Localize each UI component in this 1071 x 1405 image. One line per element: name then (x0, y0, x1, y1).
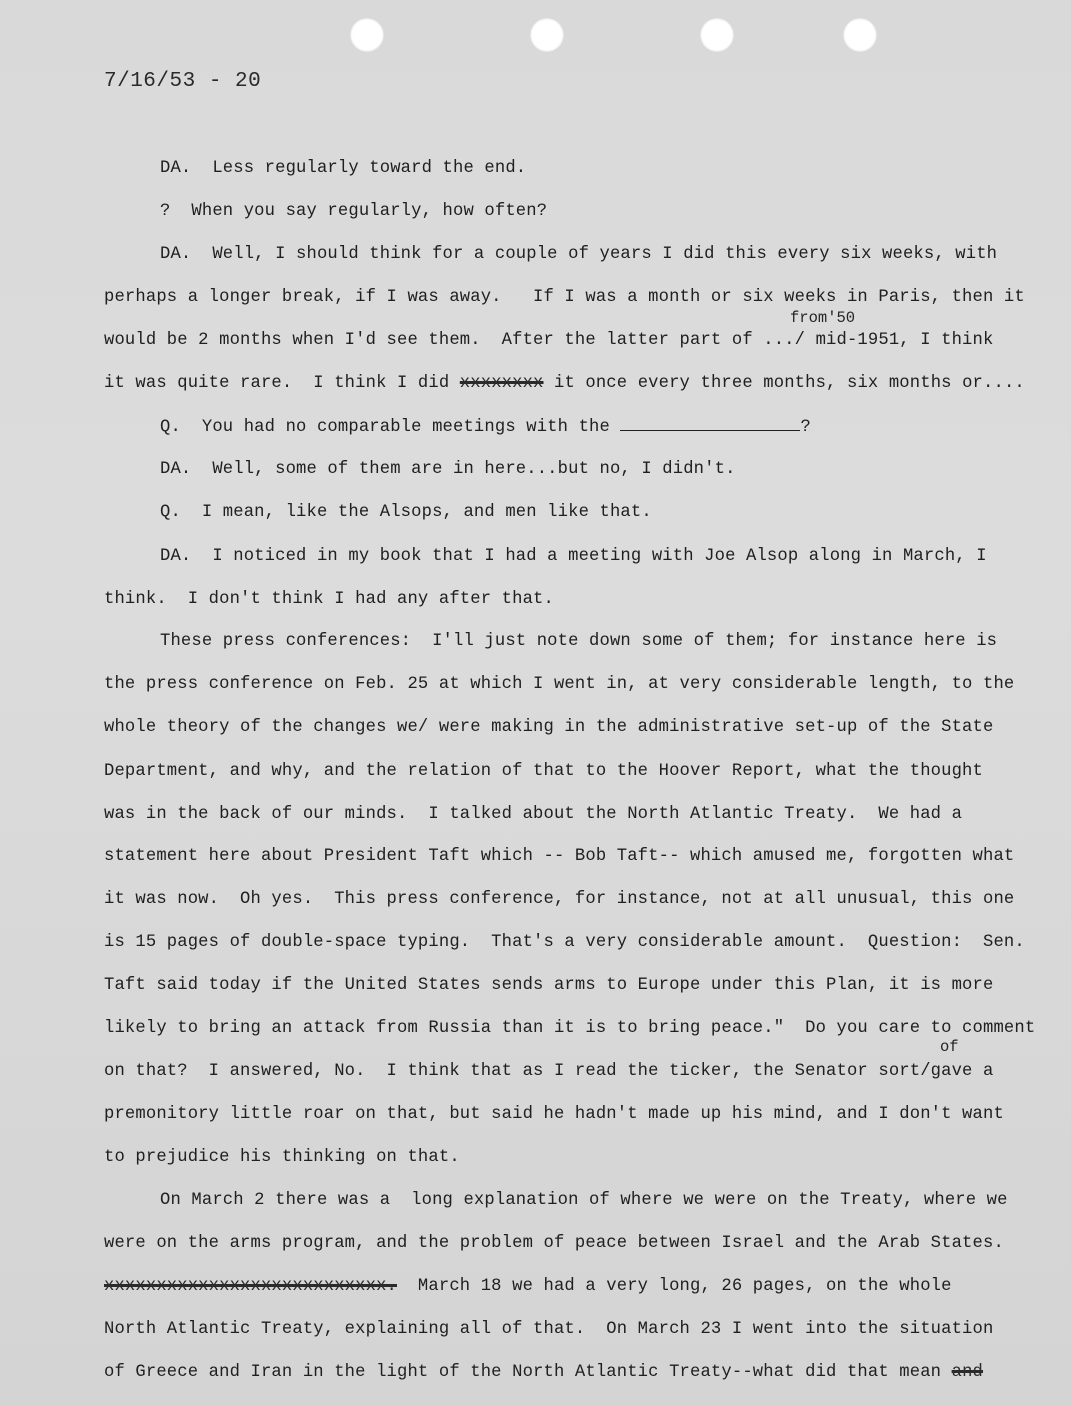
text-segment: it was quite rare. I think I did (104, 374, 460, 393)
text-line: on that? I answered, No. I think that as I read the ticker, the Senator sort/gave a (104, 1062, 994, 1081)
struck-text: xxxxxxxx (459, 374, 544, 393)
text-line: DA. Well, I should think for a couple of years I did this every six weeks, with (160, 245, 998, 264)
text-line: Department, and why, and the relation of that to the Hoover Report, what the thought (104, 762, 983, 781)
punch-hole (700, 18, 734, 52)
text-line: statement here about President Taft which -- Bob Taft-- which amused me, forgotten what (104, 847, 1015, 866)
text-line: ? When you say regularly, how often? (160, 202, 548, 221)
text-line: was in the back of our minds. I talked about the North Atlantic Treaty. We had a (104, 805, 963, 824)
text-line (104, 1276, 952, 1298)
text-line: were on the arms program, and the problem of peace between Israel and the Arab States. (104, 1234, 1004, 1253)
text-segment: it once every three months, six months or.... (543, 374, 1025, 393)
text-line: On March 2 there was a long explanation of where we were on the Treaty, where we (160, 1191, 1008, 1210)
text-line: is 15 pages of double-space typing. That's a very considerable amount. Question: Sen. (104, 933, 1025, 952)
text-line: would be 2 months when I'd see them. After the latter part of .../ mid-1951, I think (104, 331, 994, 350)
text-line: These press conferences: I'll just note down some of them; for instance here is (160, 632, 998, 651)
handwritten-insert: from'50 (790, 309, 856, 327)
text-line: DA. I noticed in my book that I had a meeting with Joe Alsop along in March, I (160, 547, 987, 566)
text-segment: of Greece and Iran in the light of the North Atlantic Treaty--what did that mean (104, 1363, 952, 1382)
text-line: whole theory of the changes we/ were making in the administrative set-up of the State (104, 718, 994, 737)
page-header: 7/16/53 - 20 (104, 70, 262, 93)
text-line (104, 373, 1025, 395)
text-line: it was now. Oh yes. This press conference, for instance, not at all unusual, this one (104, 890, 1015, 909)
punch-hole (843, 18, 877, 52)
text-line: North Atlantic Treaty, explaining all of that. On March 23 I went into the situation (104, 1320, 994, 1339)
text-line: Taft said today if the United States sends arms to Europe under this Plan, it is more (104, 976, 994, 995)
text-line: likely to bring an attack from Russia than it is to bring peace." Do you care to comment (104, 1019, 1036, 1038)
text-line (104, 1362, 983, 1384)
text-line: perhaps a longer break, if I was away. If I was a month or six weeks in Paris, then it (104, 288, 1025, 307)
handwritten-insert: of (940, 1038, 959, 1056)
text-line: think. I don't think I had any after that. (104, 590, 554, 609)
punch-hole (530, 18, 564, 52)
text-line: the press conference on Feb. 25 at which I went in, at very considerable length, to the (104, 675, 1015, 694)
blank-line (620, 416, 800, 431)
struck-text: and (951, 1363, 984, 1382)
text-line: premonitory little roar on that, but said he hadn't made up his mind, and I don't want (104, 1105, 1004, 1124)
text-line: DA. Well, some of them are in here...but no, I didn't. (160, 460, 736, 479)
text-line (160, 416, 811, 439)
text-line: DA. Less regularly toward the end. (160, 159, 527, 178)
punch-hole (350, 18, 384, 52)
text-line: Q. I mean, like the Alsops, and men like that. (160, 503, 652, 522)
text-line: to prejudice his thinking on that. (104, 1148, 460, 1167)
text-segment: March 18 we had a very long, 26 pages, on the whole (397, 1277, 952, 1296)
text-segment: ? (800, 418, 811, 437)
struck-text: xxxxxxxxxxxxxxxxxxxxxxxxxxx. (104, 1277, 397, 1296)
text-segment: Q. You had no comparable meetings with the (160, 418, 621, 437)
